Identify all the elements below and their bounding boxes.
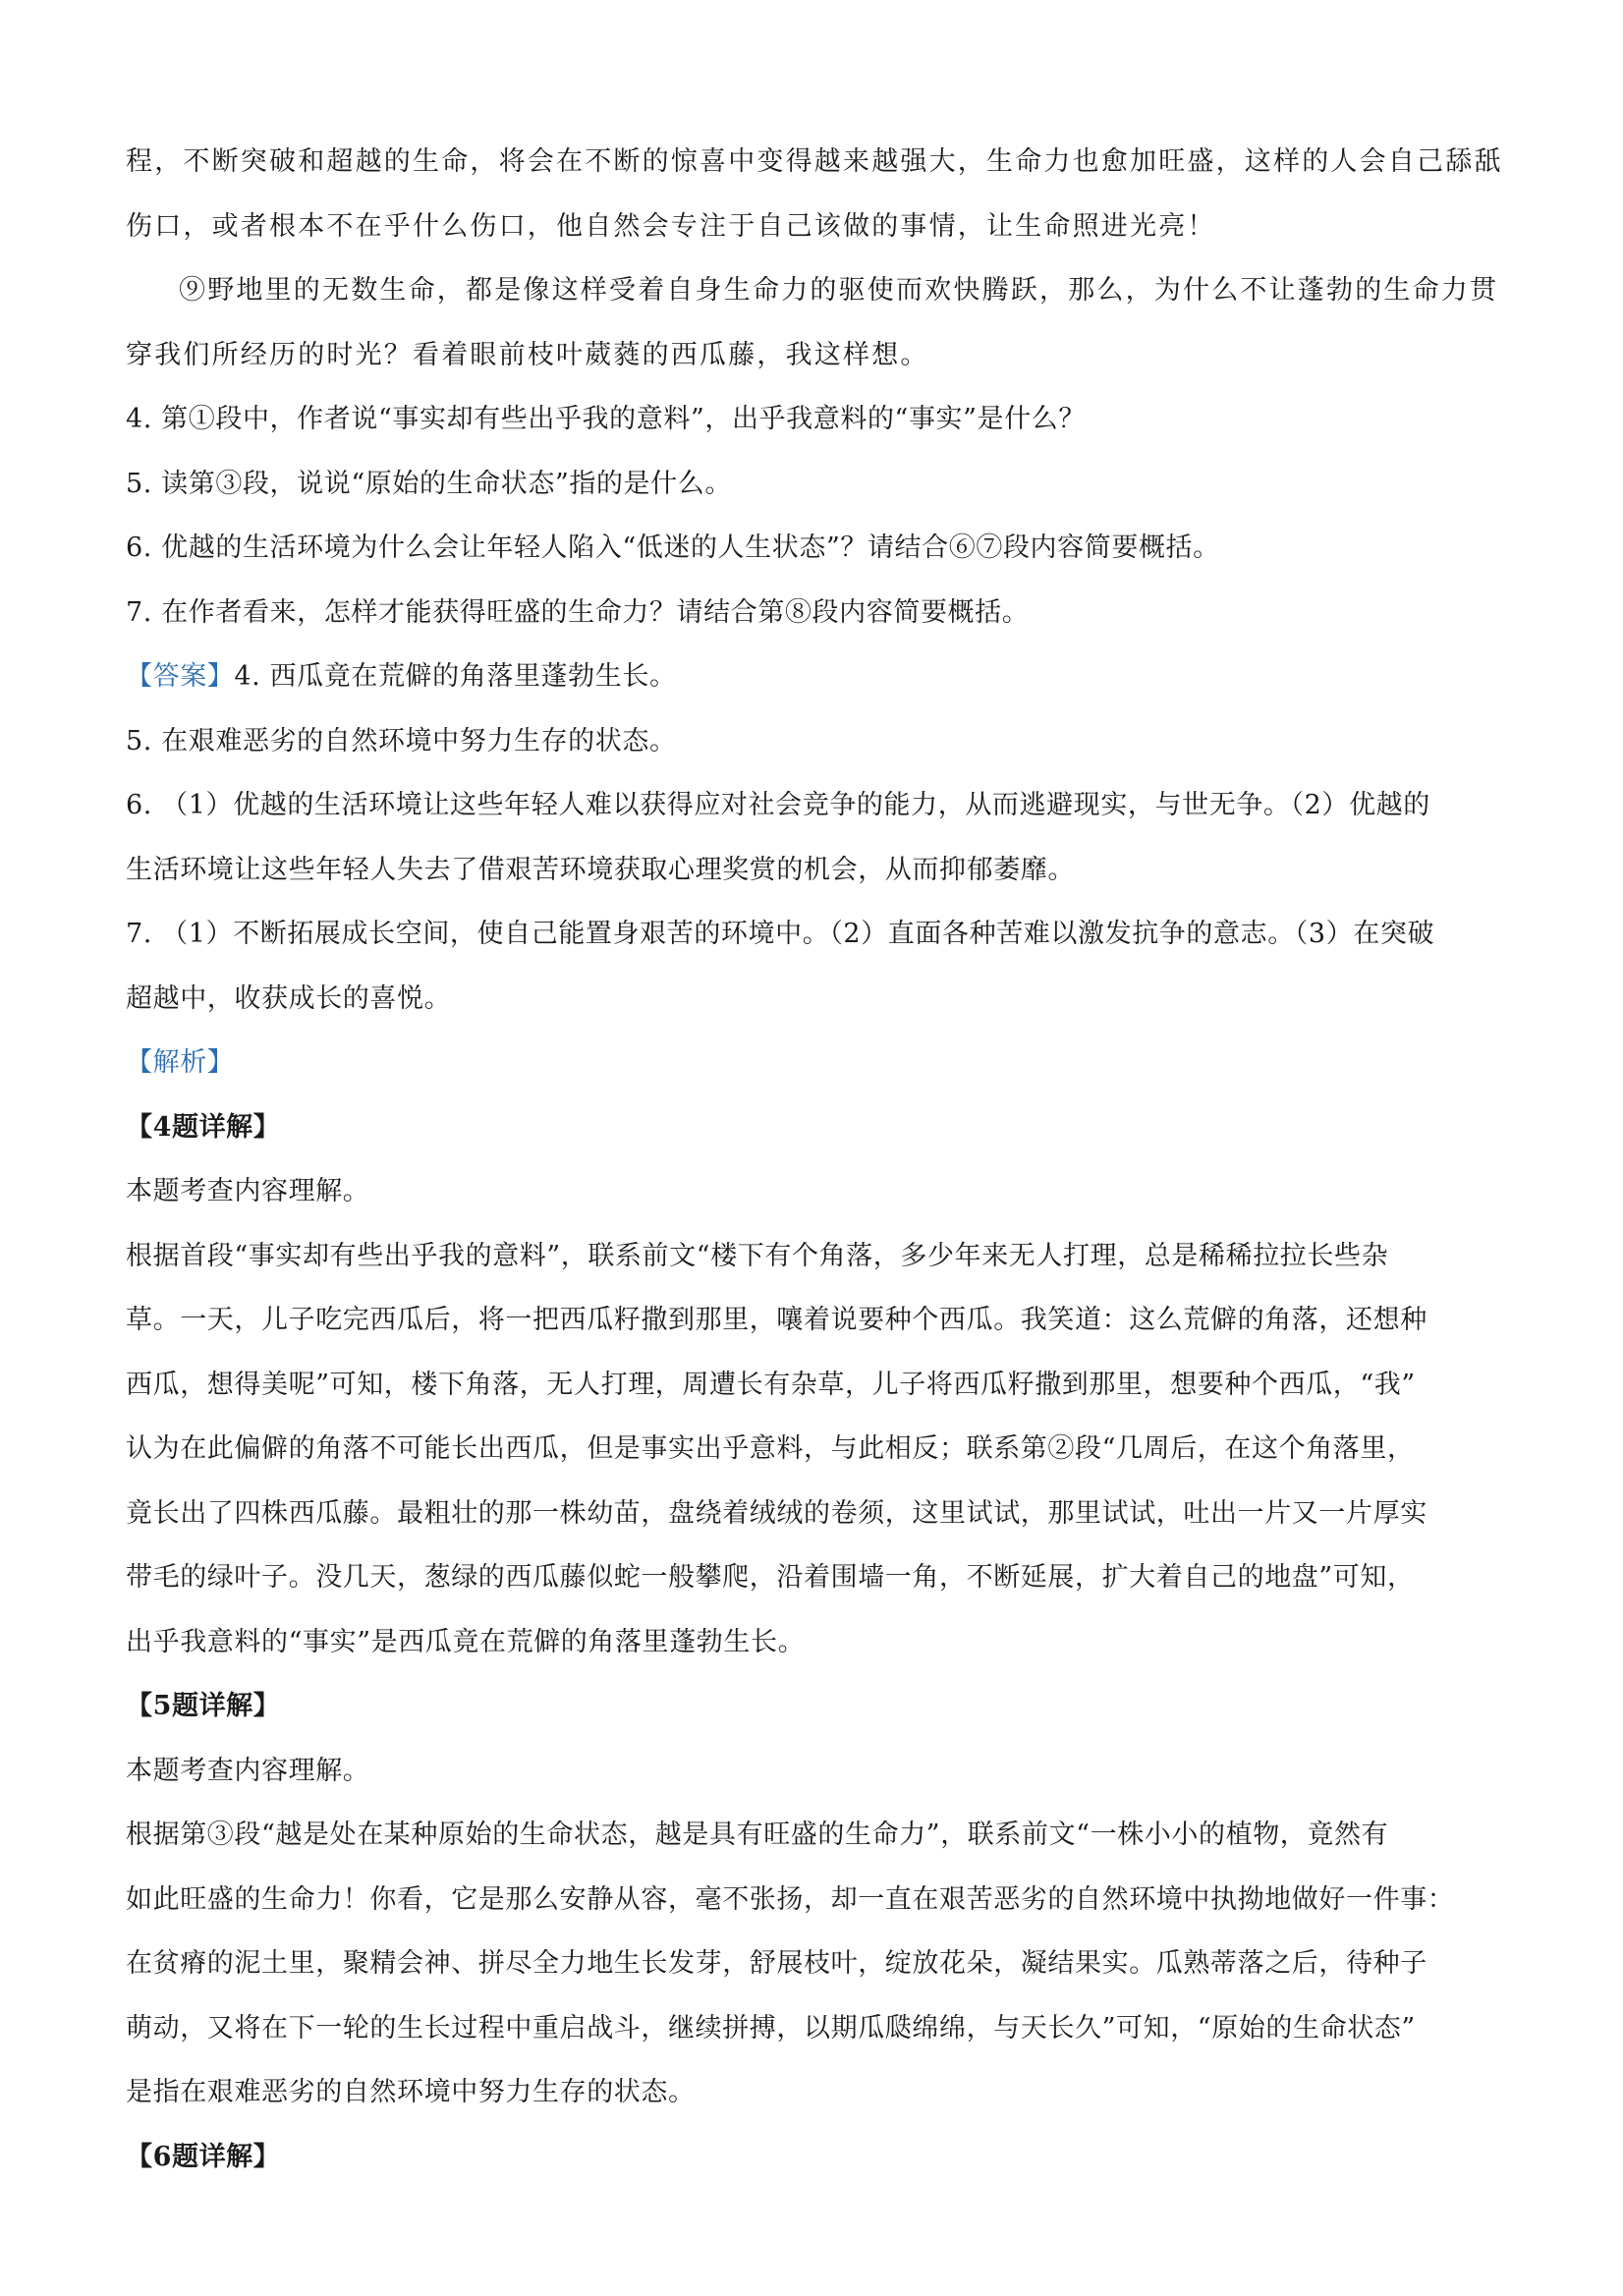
- detail-4-line-3: 西瓜，想得美呢”可知，楼下角落，无人打理，周遭长有杂草，儿子将西瓜籽撒到那里，想要种个西瓜，“我”: [126, 1369, 1416, 1400]
- detail-5-heading: 【5题详解】: [126, 1691, 281, 1721]
- detail-5-intro: 本题考查内容理解。: [126, 1755, 370, 1786]
- answer-6-line-1: 6. （1）优越的生活环境让这些年轻人难以获得应对社会竞争的能力，从而逃避现实，与世无争。（2）优越的: [126, 790, 1430, 820]
- analysis-tag: 【解析】: [126, 1047, 235, 1078]
- answer-tag: 【答案】: [126, 661, 235, 692]
- detail-4-line-4: 认为在此偏僻的角落不可能长出西瓜，但是事实出乎意料，与此相反；联系第②段“几周后，在这个角落里，: [126, 1433, 1415, 1464]
- passage-paragraph-8-line-2: 伤口，或者根本不在乎什么伤口，他自然会专注于自己该做的事情，让生命照进光亮！: [126, 210, 1216, 242]
- detail-4-line-2: 草。一天，儿子吃完西瓜后，将一把西瓜籽撒到那里，嚷着说要种个西瓜。我笑道：这么荒僻的角落，还想种: [126, 1305, 1427, 1335]
- detail-4-line-1: 根据首段“事实却有些出乎我的意料”，联系前文“楼下有个角落，多少年来无人打理，总是稀稀拉拉长些杂: [126, 1240, 1389, 1271]
- answer-5: 5. 在艰难恶劣的自然环境中努力生存的状态。: [126, 725, 677, 756]
- detail-5-line-1: 根据第③段“越是处在某种原始的生命状态，越是具有旺盛的生命力”，联系前文“一株小小的植物，竟然有: [126, 1820, 1389, 1850]
- detail-4-heading: 【4题详解】: [126, 1111, 281, 1143]
- detail-5-line-2: 如此旺盛的生命力！你看，它是那么安静从容，毫不张扬，却一直在艰苦恶劣的自然环境中执拗地做好一件事：: [126, 1883, 1455, 1915]
- detail-4-line-6: 带毛的绿叶子。没几天，葱绿的西瓜藤似蛇一般攀爬，沿着围墙一角，不断延展，扩大着自己的地盘”可知，: [126, 1562, 1415, 1593]
- answer-4-line: [126, 644, 1521, 709]
- detail-4-line-7: 出乎我意料的“事实”是西瓜竟在荒僻的角落里蓬勃生长。: [126, 1626, 806, 1657]
- detail-5-line-5: 是指在艰难恶劣的自然环境中努力生存的状态。: [126, 2077, 696, 2107]
- passage-paragraph-8-line-1: 程，不断突破和超越的生命，将会在不断的惊喜中变得越来越强大，生命力也愈加旺盛，这样的人会自己舔舐: [126, 146, 1503, 177]
- document-page: [126, 130, 1521, 2189]
- question-6: 6. 优越的生活环境为什么会让年轻人陷入“低迷的人生状态”？请结合⑥⑦段内容简要概括。: [126, 532, 1220, 563]
- detail-5-line-3: 在贫瘠的泥土里，聚精会神、拼尽全力地生长发芽，舒展枝叶，绽放花朵，凝结果实。瓜熟蒂落之后，待种子: [126, 1948, 1427, 1979]
- answer-7-line-1: 7. （1）不断拓展成长空间，使自己能置身艰苦的环境中。（2）直面各种苦难以激发抗争的意志。（3）在突破: [126, 919, 1435, 949]
- detail-5-line-4: 萌动，又将在下一轮的生长过程中重启战斗，继续拼搏，以期瓜瓞绵绵，与天长久”可知，“原始的生命状态”: [126, 2012, 1416, 2044]
- answer-7-line-2: 超越中，收获成长的喜悦。: [126, 982, 452, 1014]
- detail-4-line-5: 竟长出了四株西瓜藤。最粗壮的那一株幼苗，盘绕着绒绒的卷须，这里试试，那里试试，吐出一片又一片厚实: [126, 1497, 1427, 1529]
- detail-4-intro: 本题考查内容理解。: [126, 1176, 370, 1206]
- passage-paragraph-9-line-2: 穿我们所经历的时光？看着眼前枝叶葳蕤的西瓜藤，我这样想。: [126, 339, 929, 370]
- question-7: 7. 在作者看来，怎样才能获得旺盛的生命力？请结合第⑧段内容简要概括。: [126, 596, 1030, 628]
- passage-paragraph-9-line-1: ⑨野地里的无数生命，都是像这样受着自身生命力的驱使而欢快腾跃，那么，为什么不让蓬勃的生命力贯: [179, 275, 1499, 306]
- answer-4: 4. 西瓜竟在荒僻的角落里蓬勃生长。: [234, 661, 677, 692]
- question-5: 5. 读第③段，说说“原始的生命状态”指的是什么。: [126, 468, 732, 499]
- question-4: 4. 第①段中，作者说“事实却有些出乎我的意料”，出乎我意料的“事实”是什么？: [126, 404, 1086, 434]
- detail-6-heading: 【6题详解】: [126, 2141, 281, 2172]
- answer-6-line-2: 生活环境让这些年轻人失去了借艰苦环境获取心理奖赏的机会，从而抑郁萎靡。: [126, 854, 1075, 885]
